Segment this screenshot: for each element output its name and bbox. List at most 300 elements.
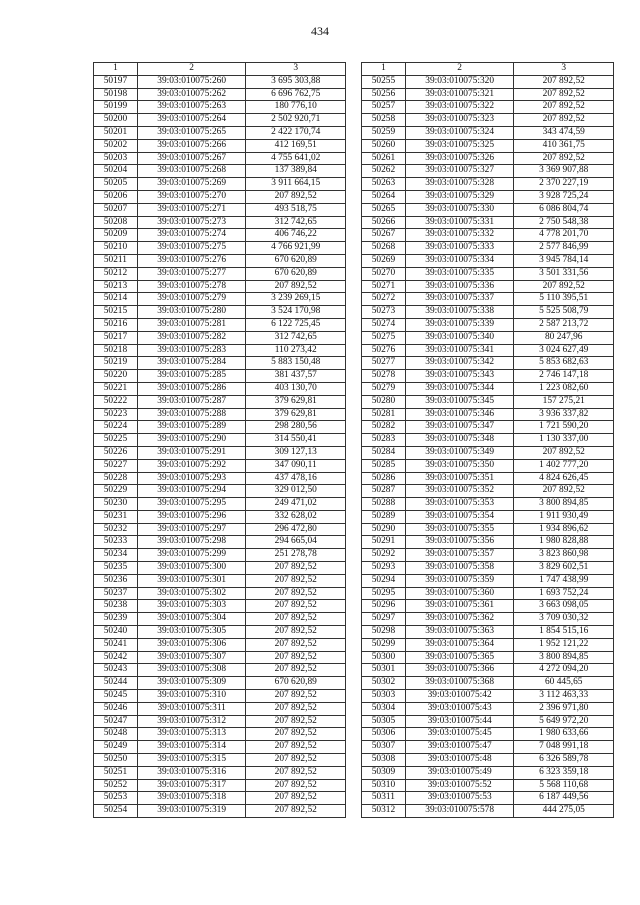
table-row bbox=[362, 280, 614, 293]
cadastral-value: 207 892,52 bbox=[246, 702, 346, 715]
cadastral-value: 5 883 150,48 bbox=[246, 357, 346, 370]
row-number: 50206 bbox=[94, 190, 138, 203]
row-number: 50205 bbox=[94, 178, 138, 191]
row-number: 50282 bbox=[362, 421, 406, 434]
cadastral-value: 207 892,52 bbox=[246, 766, 346, 779]
cadastral-id: 39:03:010075:301 bbox=[137, 574, 246, 587]
row-number: 50270 bbox=[362, 267, 406, 280]
cadastral-table-right bbox=[361, 62, 614, 818]
cadastral-value: 180 776,10 bbox=[246, 101, 346, 114]
cadastral-value: 207 892,52 bbox=[514, 114, 614, 127]
cadastral-id: 39:03:010075:347 bbox=[405, 421, 514, 434]
cadastral-value: 444 275,05 bbox=[514, 805, 614, 818]
row-number: 50224 bbox=[94, 421, 138, 434]
table-row bbox=[94, 408, 346, 421]
cadastral-value: 4 824 626,45 bbox=[514, 472, 614, 485]
cadastral-id: 39:03:010075:279 bbox=[137, 293, 246, 306]
column-header-cadastral-id: 2 bbox=[405, 63, 514, 76]
cadastral-value: 298 280,56 bbox=[246, 421, 346, 434]
row-number: 50211 bbox=[94, 254, 138, 267]
column-header-number: 1 bbox=[362, 63, 406, 76]
cadastral-value: 3 800 894,85 bbox=[514, 651, 614, 664]
row-number: 50214 bbox=[94, 293, 138, 306]
table-row bbox=[362, 715, 614, 728]
cadastral-id: 39:03:010075:333 bbox=[405, 242, 514, 255]
cadastral-value: 296 472,80 bbox=[246, 523, 346, 536]
row-number: 50232 bbox=[94, 523, 138, 536]
row-number: 50226 bbox=[94, 446, 138, 459]
column-header-cadastral-id: 2 bbox=[137, 63, 246, 76]
cadastral-value: 3 695 303,88 bbox=[246, 75, 346, 88]
table-row bbox=[362, 574, 614, 587]
row-number: 50217 bbox=[94, 331, 138, 344]
row-number: 50292 bbox=[362, 549, 406, 562]
cadastral-id: 39:03:010075:278 bbox=[137, 280, 246, 293]
table-row bbox=[362, 382, 614, 395]
cadastral-id: 39:03:010075:321 bbox=[405, 88, 514, 101]
row-number: 50296 bbox=[362, 600, 406, 613]
table-row bbox=[94, 600, 346, 613]
table-row bbox=[94, 395, 346, 408]
cadastral-id: 39:03:010075:355 bbox=[405, 523, 514, 536]
cadastral-value: 6 187 449,56 bbox=[514, 792, 614, 805]
row-number: 50303 bbox=[362, 690, 406, 703]
table-row bbox=[94, 549, 346, 562]
table-row bbox=[94, 664, 346, 677]
table-row bbox=[94, 587, 346, 600]
cadastral-id: 39:03:010075:280 bbox=[137, 306, 246, 319]
cadastral-value: 314 550,41 bbox=[246, 434, 346, 447]
table-row bbox=[362, 459, 614, 472]
cadastral-value: 3 663 098,05 bbox=[514, 600, 614, 613]
cadastral-value: 1 693 752,24 bbox=[514, 587, 614, 600]
table-row bbox=[362, 779, 614, 792]
table-row bbox=[362, 203, 614, 216]
cadastral-id: 39:03:010075:298 bbox=[137, 536, 246, 549]
cadastral-id: 39:03:010075:346 bbox=[405, 408, 514, 421]
table-row bbox=[94, 446, 346, 459]
table-row bbox=[362, 190, 614, 203]
cadastral-value: 403 130,70 bbox=[246, 382, 346, 395]
cadastral-id: 39:03:010075:306 bbox=[137, 638, 246, 651]
table-row bbox=[362, 178, 614, 191]
cadastral-id: 39:03:010075:286 bbox=[137, 382, 246, 395]
cadastral-value: 3 945 784,14 bbox=[514, 254, 614, 267]
cadastral-value: 493 518,75 bbox=[246, 203, 346, 216]
cadastral-table-left bbox=[93, 62, 346, 818]
table-row bbox=[94, 574, 346, 587]
table-row bbox=[362, 677, 614, 690]
cadastral-value: 1 747 438,99 bbox=[514, 574, 614, 587]
table-row bbox=[94, 267, 346, 280]
cadastral-value: 1 911 930,49 bbox=[514, 510, 614, 523]
cadastral-id: 39:03:010075:275 bbox=[137, 242, 246, 255]
cadastral-value: 207 892,52 bbox=[246, 741, 346, 754]
table-row bbox=[94, 382, 346, 395]
row-number: 50227 bbox=[94, 459, 138, 472]
cadastral-id: 39:03:010075:316 bbox=[137, 766, 246, 779]
cadastral-id: 39:03:010075:354 bbox=[405, 510, 514, 523]
cadastral-id: 39:03:010075:45 bbox=[405, 728, 514, 741]
cadastral-id: 39:03:010075:265 bbox=[137, 126, 246, 139]
cadastral-value: 3 501 331,56 bbox=[514, 267, 614, 280]
table-row bbox=[362, 267, 614, 280]
cadastral-id: 39:03:010075:359 bbox=[405, 574, 514, 587]
cadastral-value: 2 750 548,38 bbox=[514, 216, 614, 229]
cadastral-id: 39:03:010075:299 bbox=[137, 549, 246, 562]
table-row bbox=[362, 613, 614, 626]
cadastral-id: 39:03:010075:368 bbox=[405, 677, 514, 690]
table-row bbox=[94, 638, 346, 651]
row-number: 50204 bbox=[94, 165, 138, 178]
row-number: 50216 bbox=[94, 318, 138, 331]
cadastral-id: 39:03:010075:290 bbox=[137, 434, 246, 447]
row-number: 50220 bbox=[94, 370, 138, 383]
column-header-value: 3 bbox=[514, 63, 614, 76]
cadastral-value: 1 223 082,60 bbox=[514, 382, 614, 395]
cadastral-id: 39:03:010075:317 bbox=[137, 779, 246, 792]
row-number: 50310 bbox=[362, 779, 406, 792]
cadastral-id: 39:03:010075:328 bbox=[405, 178, 514, 191]
row-number: 50254 bbox=[94, 805, 138, 818]
cadastral-value: 207 892,52 bbox=[246, 280, 346, 293]
row-number: 50262 bbox=[362, 165, 406, 178]
cadastral-id: 39:03:010075:361 bbox=[405, 600, 514, 613]
cadastral-value: 207 892,52 bbox=[246, 626, 346, 639]
cadastral-value: 3 823 860,98 bbox=[514, 549, 614, 562]
table-row bbox=[94, 165, 346, 178]
table-row bbox=[362, 690, 614, 703]
cadastral-id: 39:03:010075:295 bbox=[137, 498, 246, 511]
cadastral-value: 437 478,16 bbox=[246, 472, 346, 485]
table-row bbox=[362, 434, 614, 447]
table-row bbox=[362, 651, 614, 664]
row-number: 50202 bbox=[94, 139, 138, 152]
table-row bbox=[94, 741, 346, 754]
row-number: 50272 bbox=[362, 293, 406, 306]
cadastral-value: 309 127,13 bbox=[246, 446, 346, 459]
table-row bbox=[362, 370, 614, 383]
cadastral-value: 3 524 170,98 bbox=[246, 306, 346, 319]
row-number: 50278 bbox=[362, 370, 406, 383]
table-row bbox=[94, 690, 346, 703]
row-number: 50263 bbox=[362, 178, 406, 191]
cadastral-id: 39:03:010075:291 bbox=[137, 446, 246, 459]
cadastral-value: 207 892,52 bbox=[246, 613, 346, 626]
row-number: 50248 bbox=[94, 728, 138, 741]
cadastral-id: 39:03:010075:312 bbox=[137, 715, 246, 728]
cadastral-id: 39:03:010075:319 bbox=[137, 805, 246, 818]
table-row bbox=[94, 178, 346, 191]
table-row bbox=[94, 114, 346, 127]
row-number: 50312 bbox=[362, 805, 406, 818]
cadastral-id: 39:03:010075:344 bbox=[405, 382, 514, 395]
cadastral-id: 39:03:010075:315 bbox=[137, 754, 246, 767]
cadastral-id: 39:03:010075:276 bbox=[137, 254, 246, 267]
table-row bbox=[362, 536, 614, 549]
table-row bbox=[94, 370, 346, 383]
table-row bbox=[94, 254, 346, 267]
row-number: 50207 bbox=[94, 203, 138, 216]
row-number: 50268 bbox=[362, 242, 406, 255]
row-number: 50235 bbox=[94, 562, 138, 575]
row-number: 50245 bbox=[94, 690, 138, 703]
cadastral-value: 312 742,65 bbox=[246, 216, 346, 229]
row-number: 50236 bbox=[94, 574, 138, 587]
cadastral-id: 39:03:010075:284 bbox=[137, 357, 246, 370]
row-number: 50285 bbox=[362, 459, 406, 472]
table-row bbox=[94, 677, 346, 690]
row-number: 50238 bbox=[94, 600, 138, 613]
row-number: 50260 bbox=[362, 139, 406, 152]
cadastral-value: 294 665,04 bbox=[246, 536, 346, 549]
cadastral-value: 2 577 846,99 bbox=[514, 242, 614, 255]
cadastral-id: 39:03:010075:331 bbox=[405, 216, 514, 229]
row-number: 50308 bbox=[362, 754, 406, 767]
table-row bbox=[362, 331, 614, 344]
table-row bbox=[94, 344, 346, 357]
cadastral-value: 207 892,52 bbox=[246, 779, 346, 792]
cadastral-value: 5 649 972,20 bbox=[514, 715, 614, 728]
table-row bbox=[94, 152, 346, 165]
cadastral-value: 381 437,57 bbox=[246, 370, 346, 383]
cadastral-id: 39:03:010075:366 bbox=[405, 664, 514, 677]
table-header-row bbox=[94, 63, 346, 76]
cadastral-id: 39:03:010075:363 bbox=[405, 626, 514, 639]
cadastral-value: 6 323 359,18 bbox=[514, 766, 614, 779]
row-number: 50255 bbox=[362, 75, 406, 88]
row-number: 50259 bbox=[362, 126, 406, 139]
cadastral-id: 39:03:010075:357 bbox=[405, 549, 514, 562]
table-row bbox=[94, 613, 346, 626]
table-row bbox=[362, 152, 614, 165]
cadastral-id: 39:03:010075:266 bbox=[137, 139, 246, 152]
cadastral-value: 379 629,81 bbox=[246, 395, 346, 408]
cadastral-id: 39:03:010075:47 bbox=[405, 741, 514, 754]
row-number: 50283 bbox=[362, 434, 406, 447]
row-number: 50223 bbox=[94, 408, 138, 421]
cadastral-value: 249 471,02 bbox=[246, 498, 346, 511]
cadastral-id: 39:03:010075:314 bbox=[137, 741, 246, 754]
table-row bbox=[94, 498, 346, 511]
row-number: 50258 bbox=[362, 114, 406, 127]
cadastral-id: 39:03:010075:274 bbox=[137, 229, 246, 242]
table-row bbox=[94, 485, 346, 498]
cadastral-id: 39:03:010075:362 bbox=[405, 613, 514, 626]
table-row bbox=[362, 523, 614, 536]
cadastral-id: 39:03:010075:292 bbox=[137, 459, 246, 472]
cadastral-id: 39:03:010075:307 bbox=[137, 651, 246, 664]
cadastral-value: 1 952 121,22 bbox=[514, 638, 614, 651]
cadastral-value: 3 928 725,24 bbox=[514, 190, 614, 203]
cadastral-value: 207 892,52 bbox=[246, 600, 346, 613]
cadastral-value: 207 892,52 bbox=[246, 664, 346, 677]
table-row bbox=[362, 242, 614, 255]
row-number: 50215 bbox=[94, 306, 138, 319]
cadastral-value: 207 892,52 bbox=[246, 638, 346, 651]
cadastral-value: 2 396 971,80 bbox=[514, 702, 614, 715]
row-number: 50199 bbox=[94, 101, 138, 114]
table-row bbox=[94, 805, 346, 818]
cadastral-id: 39:03:010075:350 bbox=[405, 459, 514, 472]
cadastral-value: 207 892,52 bbox=[246, 754, 346, 767]
table-row bbox=[94, 536, 346, 549]
cadastral-value: 137 389,84 bbox=[246, 165, 346, 178]
cadastral-id: 39:03:010075:300 bbox=[137, 562, 246, 575]
table-row bbox=[362, 114, 614, 127]
cadastral-id: 39:03:010075:48 bbox=[405, 754, 514, 767]
cadastral-id: 39:03:010075:352 bbox=[405, 485, 514, 498]
row-number: 50209 bbox=[94, 229, 138, 242]
cadastral-value: 670 620,89 bbox=[246, 254, 346, 267]
cadastral-id: 39:03:010075:364 bbox=[405, 638, 514, 651]
cadastral-value: 379 629,81 bbox=[246, 408, 346, 421]
cadastral-value: 347 090,11 bbox=[246, 459, 346, 472]
row-number: 50290 bbox=[362, 523, 406, 536]
row-number: 50273 bbox=[362, 306, 406, 319]
table-row bbox=[94, 126, 346, 139]
cadastral-value: 343 474,59 bbox=[514, 126, 614, 139]
row-number: 50222 bbox=[94, 395, 138, 408]
table-row bbox=[362, 472, 614, 485]
row-number: 50297 bbox=[362, 613, 406, 626]
table-row bbox=[362, 306, 614, 319]
row-number: 50267 bbox=[362, 229, 406, 242]
cadastral-id: 39:03:010075:304 bbox=[137, 613, 246, 626]
row-number: 50221 bbox=[94, 382, 138, 395]
table-row bbox=[94, 421, 346, 434]
table-row bbox=[94, 792, 346, 805]
cadastral-id: 39:03:010075:268 bbox=[137, 165, 246, 178]
cadastral-value: 3 829 602,51 bbox=[514, 562, 614, 575]
table-row bbox=[362, 728, 614, 741]
row-number: 50284 bbox=[362, 446, 406, 459]
row-number: 50269 bbox=[362, 254, 406, 267]
cadastral-id: 39:03:010075:270 bbox=[137, 190, 246, 203]
row-number: 50212 bbox=[94, 267, 138, 280]
row-number: 50219 bbox=[94, 357, 138, 370]
table-row bbox=[362, 498, 614, 511]
table-row bbox=[362, 587, 614, 600]
row-number: 50197 bbox=[94, 75, 138, 88]
table-body-left bbox=[94, 75, 346, 817]
cadastral-value: 3 239 269,15 bbox=[246, 293, 346, 306]
table-row bbox=[94, 766, 346, 779]
table-row bbox=[94, 715, 346, 728]
row-number: 50201 bbox=[94, 126, 138, 139]
cadastral-id: 39:03:010075:49 bbox=[405, 766, 514, 779]
cadastral-id: 39:03:010075:330 bbox=[405, 203, 514, 216]
cadastral-id: 39:03:010075:337 bbox=[405, 293, 514, 306]
cadastral-value: 2 502 920,71 bbox=[246, 114, 346, 127]
row-number: 50244 bbox=[94, 677, 138, 690]
cadastral-value: 2 422 170,74 bbox=[246, 126, 346, 139]
cadastral-value: 4 778 201,70 bbox=[514, 229, 614, 242]
table-body-right bbox=[362, 75, 614, 817]
cadastral-value: 157 275,21 bbox=[514, 395, 614, 408]
cadastral-id: 39:03:010075:345 bbox=[405, 395, 514, 408]
cadastral-value: 3 800 894,85 bbox=[514, 498, 614, 511]
cadastral-id: 39:03:010075:269 bbox=[137, 178, 246, 191]
cadastral-id: 39:03:010075:285 bbox=[137, 370, 246, 383]
row-number: 50228 bbox=[94, 472, 138, 485]
row-number: 50300 bbox=[362, 651, 406, 664]
row-number: 50286 bbox=[362, 472, 406, 485]
table-row bbox=[94, 293, 346, 306]
table-row bbox=[362, 165, 614, 178]
cadastral-value: 5 110 395,51 bbox=[514, 293, 614, 306]
row-number: 50198 bbox=[94, 88, 138, 101]
cadastral-id: 39:03:010075:348 bbox=[405, 434, 514, 447]
row-number: 50242 bbox=[94, 651, 138, 664]
cadastral-value: 60 445,65 bbox=[514, 677, 614, 690]
table-row bbox=[94, 651, 346, 664]
row-number: 50266 bbox=[362, 216, 406, 229]
cadastral-value: 3 936 337,82 bbox=[514, 408, 614, 421]
table-row bbox=[362, 318, 614, 331]
row-number: 50271 bbox=[362, 280, 406, 293]
cadastral-id: 39:03:010075:334 bbox=[405, 254, 514, 267]
cadastral-id: 39:03:010075:52 bbox=[405, 779, 514, 792]
cadastral-value: 5 525 508,79 bbox=[514, 306, 614, 319]
table-row bbox=[362, 805, 614, 818]
row-number: 50230 bbox=[94, 498, 138, 511]
column-header-value: 3 bbox=[246, 63, 346, 76]
cadastral-id: 39:03:010075:335 bbox=[405, 267, 514, 280]
table-row bbox=[94, 434, 346, 447]
row-number: 50280 bbox=[362, 395, 406, 408]
cadastral-id: 39:03:010075:267 bbox=[137, 152, 246, 165]
cadastral-value: 1 721 590,20 bbox=[514, 421, 614, 434]
table-row bbox=[362, 395, 614, 408]
cadastral-value: 6 326 589,78 bbox=[514, 754, 614, 767]
cadastral-id: 39:03:010075:332 bbox=[405, 229, 514, 242]
row-number: 50299 bbox=[362, 638, 406, 651]
row-number: 50305 bbox=[362, 715, 406, 728]
row-number: 50231 bbox=[94, 510, 138, 523]
cadastral-id: 39:03:010075:283 bbox=[137, 344, 246, 357]
cadastral-value: 3 112 463,33 bbox=[514, 690, 614, 703]
cadastral-value: 2 587 213,72 bbox=[514, 318, 614, 331]
cadastral-value: 207 892,52 bbox=[514, 88, 614, 101]
table-row bbox=[94, 562, 346, 575]
cadastral-id: 39:03:010075:297 bbox=[137, 523, 246, 536]
row-number: 50265 bbox=[362, 203, 406, 216]
row-number: 50249 bbox=[94, 741, 138, 754]
row-number: 50276 bbox=[362, 344, 406, 357]
row-number: 50302 bbox=[362, 677, 406, 690]
row-number: 50233 bbox=[94, 536, 138, 549]
row-number: 50229 bbox=[94, 485, 138, 498]
cadastral-id: 39:03:010075:318 bbox=[137, 792, 246, 805]
table-header-row bbox=[362, 63, 614, 76]
cadastral-id: 39:03:010075:313 bbox=[137, 728, 246, 741]
cadastral-id: 39:03:010075:320 bbox=[405, 75, 514, 88]
cadastral-id: 39:03:010075:353 bbox=[405, 498, 514, 511]
table-row bbox=[94, 242, 346, 255]
cadastral-value: 207 892,52 bbox=[514, 446, 614, 459]
table-row bbox=[362, 600, 614, 613]
table-row bbox=[362, 754, 614, 767]
cadastral-value: 110 273,42 bbox=[246, 344, 346, 357]
cadastral-id: 39:03:010075:263 bbox=[137, 101, 246, 114]
row-number: 50295 bbox=[362, 587, 406, 600]
cadastral-id: 39:03:010075:294 bbox=[137, 485, 246, 498]
table-row bbox=[362, 126, 614, 139]
table-row bbox=[94, 101, 346, 114]
table-row bbox=[362, 357, 614, 370]
cadastral-value: 2 370 227,19 bbox=[514, 178, 614, 191]
